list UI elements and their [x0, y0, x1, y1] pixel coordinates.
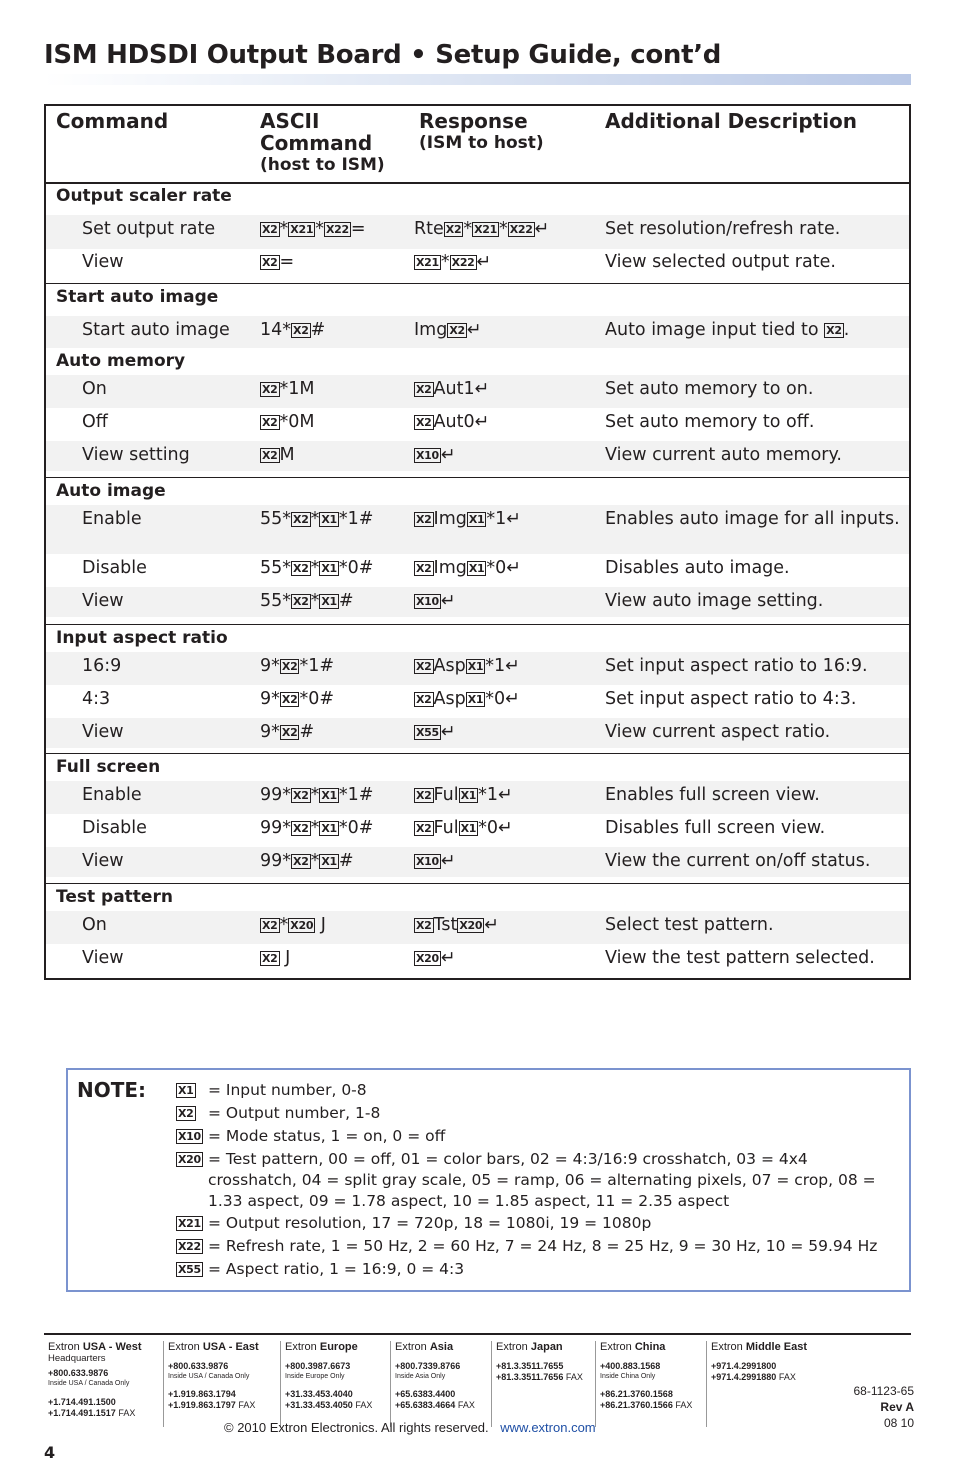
command-cell: Off [82, 412, 108, 432]
table-row [46, 215, 909, 249]
response-cell: Rte X2 * X21 * X22 ↵ [414, 219, 550, 239]
note-box [66, 1068, 911, 1292]
ascii-command-cell: 55* X2 * X1 *0# [260, 558, 374, 578]
response-cell: X2 Aut1↵ [416, 379, 490, 399]
office-phone-1: +400.883.1568 [600, 1361, 661, 1371]
section-title: Auto memory [56, 351, 186, 371]
spacer [285, 1381, 372, 1389]
command-cell: Disable [82, 558, 147, 578]
response-cell: X2 Ful X1 *1↵ [416, 785, 513, 805]
office-phone-1: +800.633.9876 [48, 1368, 109, 1378]
variable-x2: X2 [262, 256, 278, 269]
doc-rev: Rev A [880, 1400, 914, 1414]
section-title: Start auto image [56, 287, 219, 307]
variable-x22: X22 [325, 223, 349, 236]
office-name: USA - East [202, 1341, 259, 1353]
variable-x2: X2 [416, 416, 432, 429]
variable-x2: X2 [262, 223, 278, 236]
command-cell: Enable [82, 785, 142, 805]
description-cell: View auto image setting. [605, 591, 824, 611]
office-china [600, 1341, 692, 1411]
response-cell: X2 Asp X1 *0↵ [416, 689, 520, 709]
variable-x2: X2 [262, 383, 278, 396]
variable-x21: X21 [416, 256, 439, 269]
variable-x2: X2 [293, 562, 309, 575]
description-cell: View selected output rate. [605, 252, 836, 272]
variable-x2: X2 [281, 726, 298, 739]
office-usa-west [48, 1341, 142, 1419]
table-row [46, 847, 909, 877]
variable-x22: X22 [178, 1240, 201, 1253]
description-cell: Set input aspect ratio to 16:9. [605, 656, 868, 676]
command-cell: Disable [82, 818, 147, 838]
ascii-command-cell: X2 *1M [262, 379, 315, 399]
variable-x2: X2 [281, 693, 298, 706]
table-row [46, 781, 909, 814]
description-cell: View current aspect ratio. [605, 722, 831, 742]
command-table [44, 104, 911, 980]
response-cell: X2 Ful X1 *0↵ [416, 818, 513, 838]
variable-x1: X1 [321, 789, 337, 802]
office-heading [48, 1341, 142, 1364]
office-fax-line [168, 1400, 259, 1411]
office-asia [395, 1341, 475, 1411]
footer-separator [163, 1341, 164, 1427]
variable-x2: X2 [416, 822, 432, 835]
section-auto-image [46, 477, 909, 625]
office-fax-number: +65.6383.4664 [395, 1400, 458, 1410]
section-title: Full screen [56, 757, 161, 777]
description-cell: View the current on/off status. [605, 851, 871, 871]
command-cell: View [82, 722, 124, 742]
variable-x2: X2 [262, 919, 278, 932]
office-heading [600, 1341, 692, 1354]
variable-x2: X2 [293, 324, 309, 337]
note-item-text: = Output resolution, 17 = 720p, 18 = 1080i, 19 = 1080p [208, 1214, 652, 1232]
variable-x10: X10 [416, 855, 439, 868]
variable-x2: X2 [416, 660, 432, 673]
footer-separator [595, 1341, 596, 1427]
office-heading [168, 1341, 259, 1354]
spacer [395, 1381, 475, 1389]
fax-label: FAX [355, 1400, 373, 1410]
office-name: China [634, 1341, 666, 1353]
command-cell: On [82, 915, 107, 935]
variable-x2: X2 [293, 822, 309, 835]
response-cell: X2 Tst X20 ↵ [416, 915, 499, 935]
copyright-line [224, 1420, 596, 1435]
ascii-command-cell: 9* X2 *1# [260, 656, 334, 676]
office-phone-note: Inside USA / Canada Only [48, 1380, 130, 1387]
fax-label: FAX [457, 1400, 475, 1410]
office-phone-2: +65.6383.4400 [395, 1389, 456, 1399]
note-item-text: = Mode status, 1 = on, 0 = off [208, 1127, 446, 1145]
header-response [419, 110, 544, 154]
note-item-text: = Aspect ratio, 1 = 16:9, 0 = 4:3 [208, 1260, 465, 1278]
office-fax-number: +81.3.3511.7656 [496, 1372, 566, 1382]
description-cell: View the test pattern selected. [605, 948, 875, 968]
description-cell: Disables full screen view. [605, 818, 826, 838]
ascii-command-cell: X2 M [262, 445, 295, 465]
table-row [46, 685, 909, 718]
page-number: 4 [44, 1443, 56, 1462]
office-phone-2: +1.714.491.1500 [48, 1397, 116, 1407]
office-phone-1: +971.4.2991800 [711, 1361, 777, 1371]
response-cell: X2 Img X1 *1↵ [416, 509, 521, 529]
office-brand: Extron [395, 1341, 430, 1353]
office-brand: Extron [48, 1341, 83, 1353]
response-cell: Img X2 ↵ [414, 320, 482, 340]
section-title: Input aspect ratio [56, 628, 228, 648]
note-item-text: = Output number, 1-8 [208, 1104, 381, 1122]
note-item [176, 1259, 896, 1280]
header-ascii-line2: Command [260, 131, 373, 155]
variable-x2: X2 [262, 416, 278, 429]
command-cell: View setting [82, 445, 190, 465]
section-input-aspect-ratio [46, 624, 909, 754]
section-full-screen [46, 753, 909, 884]
office-fax-number: +1.919.863.1797 [168, 1400, 239, 1410]
page-title: ISM HDSDI Output Board • Setup Guide, cont’d [44, 40, 722, 70]
variable-x20: X20 [178, 1153, 201, 1166]
ascii-command-cell: X2 * X21 * X22 = [262, 219, 366, 239]
fax-label: FAX [118, 1408, 136, 1418]
variable-x1: X1 [460, 789, 477, 802]
spacer [600, 1381, 692, 1389]
variable-x1: X1 [468, 513, 485, 526]
description-cell: Set auto memory to off. [605, 412, 815, 432]
table-row [46, 587, 909, 617]
office-fax-number: +971.4.2991880 [711, 1372, 779, 1382]
variable-x1: X1 [460, 822, 477, 835]
variable-x1: X1 [467, 693, 484, 706]
variable-x1: X1 [321, 822, 337, 835]
variable-x2: X2 [445, 223, 462, 236]
office-fax-line [395, 1400, 475, 1411]
section-output-scaler-rate [46, 182, 909, 284]
variable-x2: X2 [281, 660, 298, 673]
header-response-sub: (ISM to host) [419, 133, 544, 153]
doc-info [838, 1383, 914, 1431]
office-fax-line [711, 1372, 807, 1383]
footer-divider [44, 1333, 911, 1335]
office-brand: Extron [600, 1341, 635, 1353]
variable-x10: X10 [416, 449, 439, 462]
copyright-text: © 2010 Extron Electronics. All rights reserved. [224, 1420, 489, 1435]
command-cell: View [82, 851, 124, 871]
command-cell: On [82, 379, 107, 399]
office-usa-east [168, 1341, 259, 1411]
section-title: Output scaler rate [56, 186, 232, 206]
fax-label: FAX [778, 1372, 796, 1382]
section-start-auto-image [46, 283, 909, 348]
office-name: Japan [530, 1341, 563, 1353]
table-row [46, 554, 909, 587]
variable-x21: X21 [290, 223, 314, 236]
description-cell: View current auto memory. [605, 445, 842, 465]
response-cell: X10 ↵ [416, 445, 456, 465]
variable-x1: X1 [468, 562, 485, 575]
table-row [46, 441, 909, 471]
ascii-command-cell: 55* X2 * X1 # [260, 591, 354, 611]
table-row [46, 505, 909, 554]
table-row [46, 408, 909, 441]
variable-x2: X2 [449, 324, 465, 337]
office-fax-number: +86.21.3760.1566 [600, 1400, 676, 1410]
table-row [46, 944, 909, 974]
description-cell: Enables full screen view. [605, 785, 820, 805]
office-brand: Extron [285, 1341, 320, 1353]
section-auto-memory [46, 347, 909, 478]
office-phone-note: Inside Europe Only [285, 1373, 345, 1380]
note-item [176, 1236, 896, 1257]
variable-x10: X10 [178, 1130, 201, 1143]
note-item-text: = Input number, 0-8 [208, 1081, 367, 1099]
variable-x2: X2 [826, 324, 842, 337]
note-item [176, 1149, 896, 1210]
header-command: Command [56, 109, 169, 133]
ascii-command-cell: 14* X2 # [260, 320, 326, 340]
variable-x2: X2 [416, 513, 432, 526]
office-phone-1: +81.3.3511.7655 [496, 1361, 564, 1371]
variable-x2: X2 [293, 855, 309, 868]
footer-separator [706, 1341, 707, 1427]
title-gradient-bar [44, 74, 911, 85]
ascii-command-cell: 9* X2 # [260, 722, 315, 742]
variable-x2: X2 [416, 693, 432, 706]
office-sub: Headquarters [48, 1353, 106, 1364]
variable-x2: X2 [416, 789, 432, 802]
header-ascii [260, 110, 385, 176]
response-cell: X2 Aut0↵ [416, 412, 490, 432]
command-cell: View [82, 948, 124, 968]
office-fax-line [48, 1408, 142, 1419]
doc-number: 68-1123-65 [853, 1384, 914, 1398]
variable-x1: X1 [178, 1084, 194, 1097]
office-japan [496, 1341, 583, 1383]
variable-x2: X2 [416, 919, 432, 932]
header-ascii-sub: (host to ISM) [260, 155, 385, 175]
note-item [176, 1126, 896, 1147]
header-ascii-line1: ASCII [260, 109, 320, 133]
office-heading [711, 1341, 807, 1354]
ascii-command-cell: 99* X2 * X1 *0# [260, 818, 374, 838]
variable-x2: X2 [293, 789, 309, 802]
variable-x1: X1 [321, 595, 337, 608]
spacer [48, 1388, 142, 1397]
office-europe [285, 1341, 372, 1411]
footer-separator [390, 1341, 391, 1427]
office-heading [496, 1341, 583, 1354]
response-cell: X10 ↵ [416, 591, 456, 611]
spacer [168, 1381, 259, 1389]
note-label: NOTE: [77, 1078, 147, 1102]
fax-label: FAX [238, 1400, 256, 1410]
description-cell: Set resolution/refresh rate. [605, 219, 841, 239]
response-cell: X20 ↵ [416, 948, 456, 968]
section-test-pattern [46, 883, 909, 980]
ascii-command-cell: 55* X2 * X1 *1# [260, 509, 374, 529]
office-phone-2: +1.919.863.1794 [168, 1389, 236, 1399]
table-row [46, 316, 909, 348]
office-brand: Extron [168, 1341, 203, 1353]
fax-label: FAX [675, 1400, 693, 1410]
footer-separator [491, 1341, 492, 1427]
website-link[interactable]: www.extron.com [500, 1420, 596, 1435]
footer-separator [280, 1341, 281, 1427]
office-fax-line [285, 1400, 372, 1411]
table-row [46, 652, 909, 685]
description-cell: Enables auto image for all inputs. [605, 509, 900, 529]
office-name: Middle East [745, 1341, 807, 1353]
response-cell: X10 ↵ [416, 851, 456, 871]
variable-x2: X2 [262, 952, 278, 965]
office-fax-line [600, 1400, 692, 1411]
office-phone-1: +800.3987.6673 [285, 1361, 351, 1371]
variable-x2: X2 [293, 513, 309, 526]
doc-date: 08 10 [883, 1416, 914, 1430]
office-phone-note: Inside Asia Only [395, 1373, 446, 1380]
response-cell: X55 ↵ [416, 722, 456, 742]
variable-x22: X22 [451, 256, 475, 269]
office-name: USA - West [82, 1341, 142, 1353]
variable-x2: X2 [416, 562, 432, 575]
section-title: Auto image [56, 481, 166, 501]
variable-x10: X10 [416, 595, 439, 608]
note-item-text: = Test pattern, 00 = off, 01 = color bars, 02 = 4:3/16:9 crosshatch, 03 = 4x4 crosshatch, 04 = split gray scale, 05 = ramp, 06 = alternating pixels, 07 = crop, 08 = 1.33 aspect, 09 = 1.78 aspect, 10 = 1.85 aspect, 11 = 2.35 aspect [208, 1150, 876, 1210]
command-cell: View [82, 252, 124, 272]
office-fax-number: +1.714.491.1517 [48, 1408, 119, 1418]
variable-x1: X1 [321, 855, 337, 868]
command-cell: Enable [82, 509, 142, 529]
variable-x2: X2 [262, 449, 278, 462]
variable-x2: X2 [178, 1107, 194, 1120]
office-brand: Extron [496, 1341, 531, 1353]
fax-label: FAX [565, 1372, 583, 1382]
note-item [176, 1080, 896, 1101]
table-row [46, 911, 909, 944]
ascii-command-cell: X2 *0M [262, 412, 315, 432]
ascii-command-cell: X2 J [262, 948, 291, 968]
note-item [176, 1213, 896, 1234]
note-item-text: = Refresh rate, 1 = 50 Hz, 2 = 60 Hz, 7 = 24 Hz, 8 = 25 Hz, 9 = 30 Hz, 10 = 59.94 Hz [208, 1237, 878, 1255]
command-cell: View [82, 591, 124, 611]
header-description: Additional Description [605, 109, 858, 133]
office-brand: Extron [711, 1341, 746, 1353]
table-row [46, 814, 909, 847]
variable-x22: X22 [509, 223, 533, 236]
office-heading [285, 1341, 372, 1354]
ascii-command-cell: 9* X2 *0# [260, 689, 334, 709]
header-response-label: Response [419, 109, 528, 133]
office-phone-note: Inside China Only [600, 1373, 656, 1380]
section-title: Test pattern [56, 887, 173, 907]
command-cell: Start auto image [82, 320, 230, 340]
ascii-command-cell: X2 * X20 J [262, 915, 326, 935]
office-middle-east [711, 1341, 807, 1383]
description-cell: Set auto memory to on. [605, 379, 814, 399]
command-cell: 16:9 [82, 656, 122, 676]
command-cell: Set output rate [82, 219, 216, 239]
table-row [46, 375, 909, 408]
description-cell: Auto image input tied to X2 . [605, 320, 850, 340]
response-cell: X2 Asp X1 *1↵ [416, 656, 520, 676]
office-phone-note: Inside USA / Canada Only [168, 1373, 250, 1380]
variable-x1: X1 [467, 660, 484, 673]
office-heading [395, 1341, 475, 1354]
variable-x20: X20 [416, 952, 439, 965]
variable-x21: X21 [178, 1217, 201, 1230]
variable-x2: X2 [293, 595, 309, 608]
office-fax-number: +31.33.453.4050 [285, 1400, 356, 1410]
table-row [46, 248, 909, 278]
office-name: Asia [429, 1341, 454, 1353]
ascii-command-cell: 99* X2 * X1 # [260, 851, 354, 871]
office-fax-line [496, 1372, 583, 1383]
office-phone-2: +31.33.453.4040 [285, 1389, 353, 1399]
ascii-command-cell: 99* X2 * X1 *1# [260, 785, 374, 805]
office-phone-1: +800.633.9876 [168, 1361, 229, 1371]
note-item [176, 1103, 896, 1124]
variable-x1: X1 [321, 562, 337, 575]
description-cell: Select test pattern. [605, 915, 774, 935]
office-phone-1: +800.7339.8766 [395, 1361, 461, 1371]
variable-x55: X55 [178, 1263, 201, 1276]
table-header [46, 106, 909, 184]
response-cell: X21 * X22 ↵ [416, 252, 492, 272]
response-cell: X2 Img X1 *0↵ [416, 558, 521, 578]
table-row [46, 718, 909, 748]
command-cell: 4:3 [82, 689, 111, 709]
ascii-command-cell: X2 = [262, 252, 295, 272]
variable-x55: X55 [416, 726, 439, 739]
office-name: Europe [319, 1341, 358, 1353]
variable-x20: X20 [459, 919, 483, 932]
description-cell: Set input aspect ratio to 4:3. [605, 689, 857, 709]
variable-x21: X21 [474, 223, 497, 236]
variable-x1: X1 [321, 513, 337, 526]
variable-x2: X2 [416, 383, 432, 396]
description-cell: Disables auto image. [605, 558, 790, 578]
office-phone-2: +86.21.3760.1568 [600, 1389, 673, 1399]
variable-x20: X20 [290, 919, 314, 932]
